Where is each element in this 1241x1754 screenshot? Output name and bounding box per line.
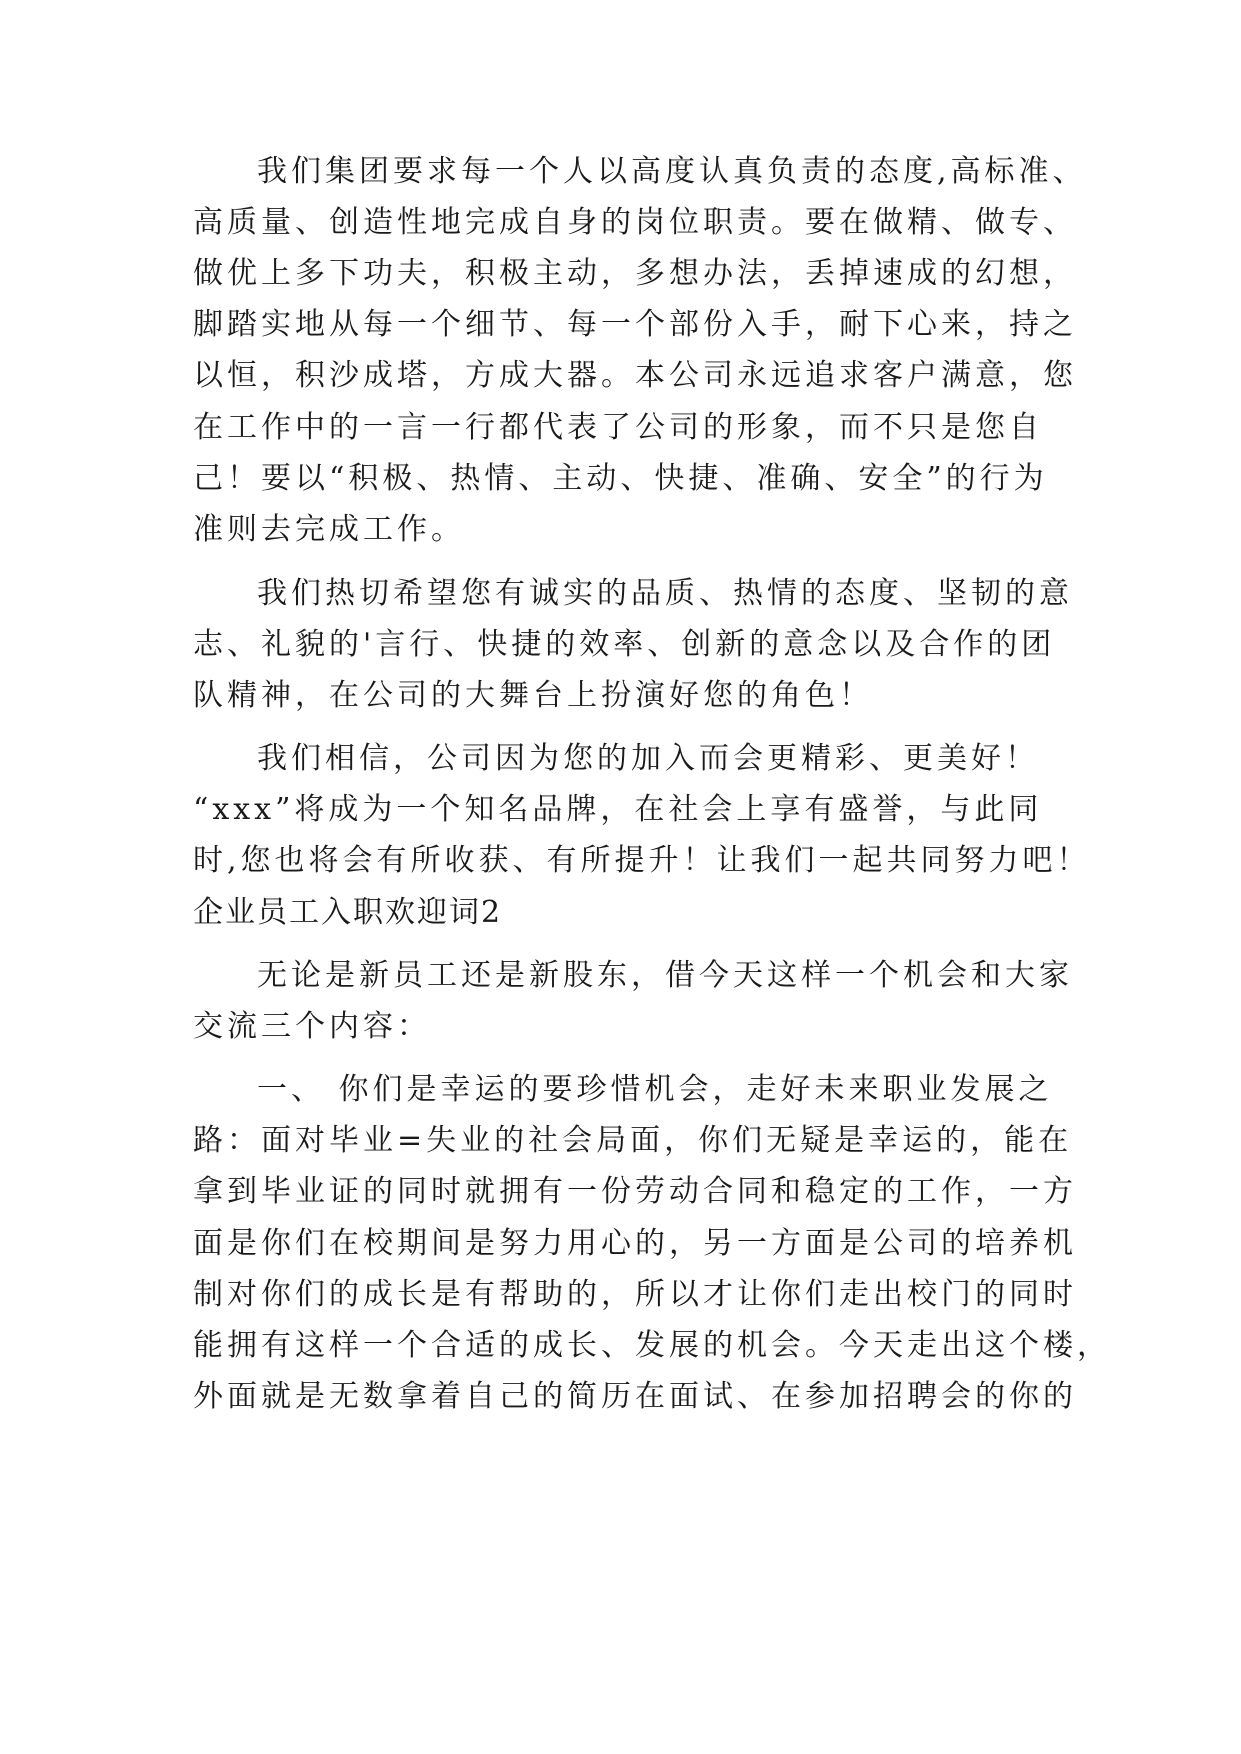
- paragraph-line: 路：面对毕业=失业的社会局面，你们无疑是幸运的，能在: [193, 1123, 1073, 1158]
- paragraph-line: 外面就是无数拿着自己的简历在面试、在参加招聘会的你的: [193, 1379, 1077, 1414]
- paragraph-line: 时,您也将会有所收获、有所提升！让我们一起共同努力吧！: [193, 843, 1091, 878]
- paragraph-line: 面是你们在校期间是努力用心的，另一方面是公司的培养机: [193, 1226, 1077, 1261]
- paragraph-line: 志、礼貌的'言行、快捷的效率、创新的意念以及合作的团: [193, 627, 1056, 662]
- paragraph-line: 队精神，在公司的大舞台上扮演好您的角色！: [193, 678, 873, 713]
- paragraph-line: 能拥有这样一个合适的成长、发展的机会。今天走出这个楼，: [193, 1328, 1111, 1363]
- paragraph-line: 制对你们的成长是有帮助的，所以才让你们走出校门的同时: [193, 1277, 1077, 1312]
- paragraph-line: 交流三个内容：: [193, 1009, 431, 1044]
- paragraph-line: 在工作中的一言一行都代表了公司的形象，而不只是您自: [193, 410, 1043, 445]
- paragraph-line: 高质量、创造性地完成自身的岗位职责。要在做精、做专、: [193, 205, 1077, 240]
- paragraph-line: 以恒，积沙成塔，方成大器。本公司永远追求客户满意，您: [193, 358, 1077, 393]
- paragraph-line: 一、 你们是幸运的要珍惜机会，走好未来职业发展之: [257, 1072, 1053, 1107]
- paragraph-line: 准则去完成工作。: [193, 512, 465, 547]
- paragraph-line: 我们热切希望您有诚实的品质、热情的态度、坚韧的意: [257, 576, 1073, 611]
- paragraph-line: 我们相信，公司因为您的加入而会更精彩、更美好！: [257, 741, 1039, 776]
- paragraph-line: 己！要以“积极、热情、主动、快捷、准确、安全”的行为: [193, 461, 1048, 496]
- paragraph-line: 拿到毕业证的同时就拥有一份劳动合同和稳定的工作，一方: [193, 1174, 1077, 1209]
- paragraph-line: 我们集团要求每一个人以高度认真负责的态度,高标准、: [257, 154, 1087, 189]
- section-heading: 企业员工入职欢迎词2: [193, 895, 503, 930]
- paragraph-line: 做优上多下功夫，积极主动，多想办法，丢掉速成的幻想，: [193, 256, 1077, 291]
- paragraph-line: 脚踏实地从每一个细节、每一个部份入手，耐下心来，持之: [193, 307, 1077, 342]
- paragraph-line: 无论是新员工还是新股东，借今天这样一个机会和大家: [257, 958, 1073, 993]
- paragraph-line: “xxx”将成为一个知名品牌，在社会上享有盛誉，与此同: [193, 792, 1043, 827]
